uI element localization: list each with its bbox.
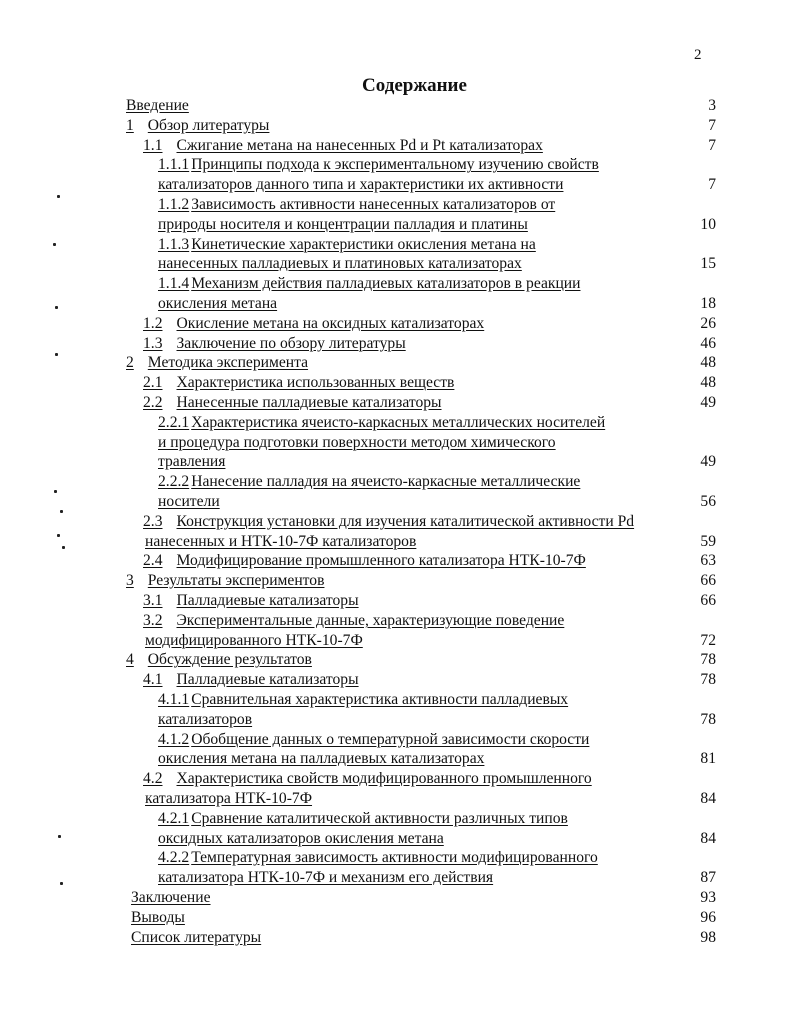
toc-entry-number: 4.2	[143, 770, 163, 788]
toc-entry-title[interactable]: оксидных катализаторов окисления метана	[158, 829, 444, 847]
scan-speck	[58, 835, 61, 838]
toc-page-number: 7	[708, 116, 716, 134]
toc-entry-title[interactable]: Характеристика использованных веществ	[176, 374, 455, 392]
toc-entry-title[interactable]: нанесенных палладиевых и платиновых катализаторах	[158, 255, 522, 273]
toc-entry-line	[158, 155, 599, 174]
toc-entry-line	[158, 710, 252, 729]
page-number: 2	[694, 47, 702, 63]
toc-entry-number: 1.1	[143, 136, 163, 154]
page-title: Содержание	[362, 75, 467, 96]
toc-entry-title[interactable]: Заключение по обзору литературы	[176, 334, 406, 352]
toc-entry-title[interactable]: Принципы подхода к экспериментальному изучению свойств	[191, 156, 599, 174]
toc-entry-title[interactable]: Обобщение данных о температурной зависимости скорости	[191, 730, 590, 748]
toc-entry-line	[158, 274, 581, 293]
toc-page-number: 56	[700, 493, 716, 510]
toc-entry-title[interactable]: Окисление метана на оксидных катализаторах	[176, 314, 485, 332]
toc-entry-line	[143, 393, 442, 412]
toc-entry-title[interactable]: Нанесение палладия на ячеисто-каркасные металлические	[191, 473, 581, 491]
scan-speck	[60, 510, 63, 513]
toc-entry-line	[158, 809, 568, 828]
toc-page-number: 7	[708, 136, 716, 154]
toc-entry-number: 2.2.1	[158, 413, 190, 431]
toc-entry-number: 1.1.3	[158, 235, 190, 253]
toc-entry-title[interactable]: Нанесенные палладиевые катализаторы	[176, 394, 442, 411]
toc-entry-line	[131, 908, 185, 927]
toc-entry-line	[126, 650, 312, 669]
toc-entry-number: 2.3	[143, 512, 163, 530]
toc-entry-title[interactable]: модифицированного НТК-10-7Ф	[145, 631, 363, 649]
toc-entry-line	[143, 551, 586, 570]
toc-page-number: 7	[708, 176, 716, 194]
toc-entry-line	[143, 512, 634, 531]
toc-entry-number: 2.2.2	[158, 473, 190, 491]
toc-page-number: 48	[700, 374, 716, 392]
toc-page-number: 72	[700, 631, 716, 649]
scan-speck	[55, 353, 58, 356]
toc-entry-title[interactable]: Конструкция установки для изучения каталитической активности Pd	[176, 512, 635, 530]
toc-entry-line	[158, 235, 536, 254]
toc-page-number: 78	[700, 671, 716, 689]
toc-entry-title[interactable]: травления	[158, 453, 226, 471]
toc-entry-number: 4.1.2	[158, 730, 190, 748]
toc-entry-number: 3	[126, 572, 134, 590]
toc-entry-line	[131, 928, 261, 947]
toc-page-number: 15	[700, 255, 716, 273]
toc-entry-line	[143, 670, 359, 689]
scan-speck	[54, 490, 57, 493]
toc-page-number: 87	[700, 869, 716, 887]
toc-entry-line	[158, 215, 528, 234]
toc-entry-title[interactable]: Экспериментальные данные, характеризующие поведение	[176, 611, 565, 629]
toc-entry-title[interactable]: Методика эксперимента	[147, 354, 309, 372]
toc-page-number: 66	[700, 592, 716, 609]
toc-entry-line	[158, 749, 484, 768]
toc-page-number: 18	[700, 295, 716, 312]
toc-entry-number: 4.2.1	[158, 809, 190, 827]
toc-page-number: 10	[700, 215, 716, 233]
toc-entry-title[interactable]: катализаторов	[158, 710, 253, 728]
toc-entry-line	[145, 789, 312, 808]
toc-entry-title[interactable]: Палладиевые катализаторы	[176, 671, 359, 689]
toc-entry-line	[126, 353, 308, 372]
toc-entry-line	[145, 631, 363, 650]
toc-entry-number: 3.2	[143, 611, 163, 629]
toc-entry-number: 4.1.1	[158, 691, 190, 708]
toc-entry-number: 2.2	[143, 394, 163, 411]
toc-entry-line	[158, 848, 598, 867]
toc-entry-number: 1.1.4	[158, 275, 190, 293]
toc-page-number: 49	[700, 394, 716, 411]
toc-page-number: 78	[700, 651, 716, 669]
toc-page-number: 3	[708, 97, 716, 114]
toc-entry-line	[158, 294, 277, 313]
toc-entry-title[interactable]: Механизм действия палладиевых катализаторов в реакции	[191, 275, 581, 293]
scan-speck	[57, 534, 60, 537]
toc-entry-line	[143, 611, 564, 630]
toc-entry-line	[126, 96, 189, 115]
toc-page-number: 49	[700, 453, 716, 471]
toc-page-number: 59	[700, 532, 716, 550]
toc-page-number: 26	[700, 314, 716, 332]
toc-entry-line	[143, 373, 454, 392]
toc-entry-number: 1.1.1	[158, 156, 190, 174]
toc-entry-line	[143, 136, 543, 155]
toc-entry-title[interactable]: Введение	[126, 97, 189, 114]
toc-entry-title[interactable]: и процедура подготовки поверхности методом химического	[158, 433, 556, 451]
toc-entry-title[interactable]: катализаторов данного типа и характеристики их активности	[158, 176, 564, 194]
toc-page-number: 81	[700, 750, 716, 768]
toc-entry-title[interactable]: Обсуждение результатов	[147, 651, 312, 669]
toc-entry-number: 4.1	[143, 671, 163, 689]
toc-entry-line	[158, 829, 444, 848]
scan-speck	[62, 546, 65, 549]
toc-entry-title[interactable]: природы носителя и концентрации палладия и платины	[158, 215, 528, 233]
toc-entry-line	[143, 769, 592, 788]
toc-entry-title[interactable]: Зависимость активности нанесенных катализаторов от	[191, 196, 556, 213]
toc-entry-line	[143, 334, 406, 353]
toc-entry-title[interactable]: Результаты экспериментов	[147, 572, 325, 590]
toc-entry-line	[158, 492, 220, 511]
toc-entry-title[interactable]: нанесенных и НТК-10-7Ф катализаторов	[145, 532, 417, 550]
toc-entry-line	[145, 532, 416, 551]
toc-entry-line	[158, 452, 225, 471]
toc-entry-number: 2	[126, 354, 134, 372]
toc-entry-number: 2.1	[143, 374, 163, 392]
toc-entry-line	[143, 314, 484, 333]
toc-entry-number: 1.2	[143, 314, 163, 332]
toc-entry-number: 1	[126, 116, 134, 134]
toc-entry-line	[158, 690, 568, 709]
toc-page-number: 84	[700, 790, 716, 807]
toc-page-number: 48	[700, 354, 716, 372]
toc-entry-line	[158, 433, 556, 452]
toc-page-number: 46	[700, 334, 716, 352]
toc-page-number: 66	[700, 572, 716, 590]
toc-entry-number: 4	[126, 651, 134, 669]
toc-entry-title[interactable]: Кинетические характеристики окисления метана на	[191, 235, 536, 253]
toc-page-number: 93	[700, 889, 716, 906]
toc-entry-number: 4.2.2	[158, 849, 190, 867]
toc-entry-line	[158, 868, 493, 887]
toc-entry-line	[158, 175, 563, 194]
toc-entry-title[interactable]: Характеристика свойств модифицированного промышленного	[176, 770, 592, 788]
toc-entry-line	[158, 472, 580, 491]
toc-entry-title[interactable]: Выводы	[131, 908, 185, 926]
toc-entry-title[interactable]: Температурная зависимость активности модифицированного	[191, 849, 598, 867]
toc-entry-line	[158, 254, 522, 273]
toc-entry-title[interactable]: Модифицирование промышленного катализатора НТК-10-7Ф	[176, 552, 586, 570]
toc-entry-title[interactable]: Характеристика ячеисто-каркасных металлических носителей	[191, 413, 606, 431]
toc-entry-number: 1.1.2	[158, 196, 190, 213]
scan-speck	[60, 882, 63, 885]
toc-page-number: 96	[700, 908, 716, 926]
toc-entry-title[interactable]: Список литературы	[131, 928, 262, 946]
toc-entry-line	[143, 591, 359, 610]
toc-entry-title[interactable]: Заключение	[131, 889, 211, 906]
toc-entry-number: 3.1	[143, 592, 163, 609]
toc-page-number: 84	[700, 829, 716, 847]
toc-entry-title[interactable]: окисления метана на палладиевых катализаторах	[158, 750, 485, 768]
toc-entry-number: 2.4	[143, 552, 163, 570]
toc-entry-title[interactable]: Сравнение каталитической активности различных типов	[191, 809, 568, 827]
toc-entry-line	[131, 888, 211, 907]
toc-entry-line	[158, 413, 605, 432]
toc-entry-title[interactable]: носители	[158, 493, 220, 510]
toc-entry-line	[158, 195, 555, 214]
toc-entry-title[interactable]: катализатора НТК-10-7Ф и механизм его действия	[158, 869, 494, 887]
toc-entry-title[interactable]: окисления метана	[158, 295, 278, 312]
toc-entry-title[interactable]: Сжигание метана на нанесенных Pd и Pt катализаторах	[176, 136, 543, 154]
toc-entry-title[interactable]: катализатора НТК-10-7Ф	[145, 790, 313, 807]
toc-page-number: 78	[700, 710, 716, 728]
toc-entry-line	[158, 730, 589, 749]
toc-page-number: 98	[700, 928, 716, 946]
toc-entry-line	[126, 571, 324, 590]
scan-speck	[55, 306, 58, 309]
scan-speck	[53, 243, 56, 246]
toc-entry-line	[126, 116, 269, 135]
toc-entry-title[interactable]: Палладиевые катализаторы	[176, 592, 359, 609]
toc-page-number: 63	[700, 552, 716, 570]
toc-entry-title[interactable]: Сравнительная характеристика активности палладиевых	[191, 691, 569, 708]
scan-speck	[57, 195, 60, 198]
toc-entry-number: 1.3	[143, 334, 163, 352]
toc-entry-title[interactable]: Обзор литературы	[147, 116, 270, 134]
